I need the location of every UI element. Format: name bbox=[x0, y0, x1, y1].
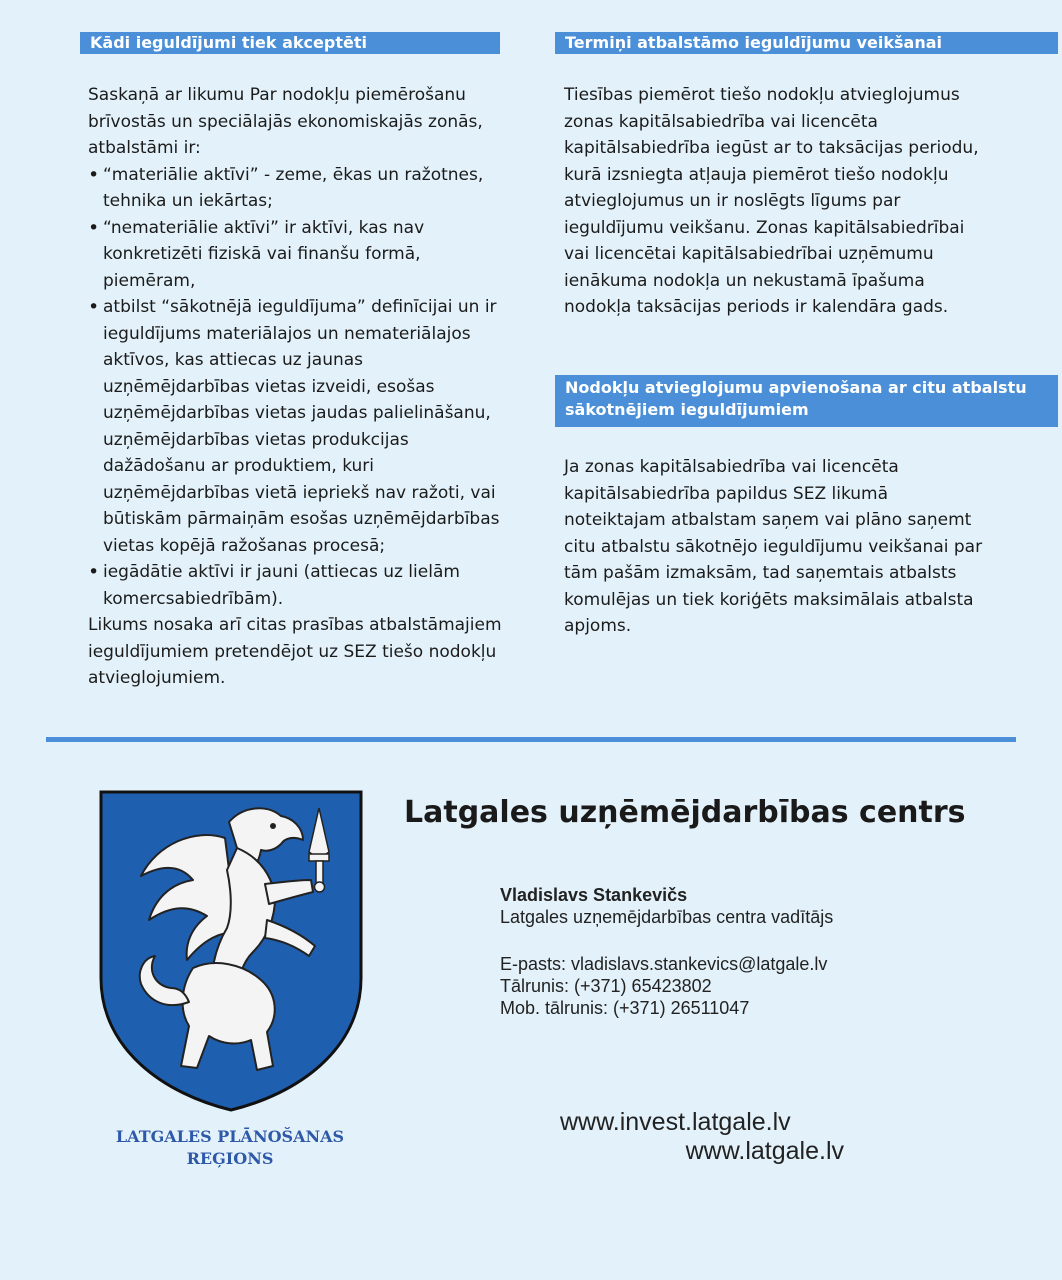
web-links bbox=[560, 1108, 844, 1166]
contact-name: Vladislavs Stankevičs bbox=[500, 885, 688, 905]
list-item: • “nemateriālie aktīvi” ir aktīvi, kas nav konkretizēti fiziskā vai finanšu formā, piemēram, bbox=[88, 215, 508, 295]
region-name-line-1: LATGALES PLĀNOŠANAS bbox=[115, 1127, 345, 1146]
left-intro-text: Saskaņā ar likumu Par nodokļu piemērošanu brīvostās un speciālajās ekonomiskajās zonās, atbalstāmi ir: bbox=[88, 85, 483, 158]
list-item: • “materiālie aktīvi” - zeme, ēkas un ražotnes, tehnika un iekārtas; bbox=[88, 162, 508, 215]
right-section-body: Tiesības piemērot tiešo nodokļu atvieglojumus zonas kapitālsabiedrība vai licencēta kapitālsabiedrība iegūst ar to taksācijas periodu, kurā izsniegta atļauja piemērot tiešo nodokļu atvieglojumus un ir noslēgts līgums par ieguldījumu veikšanu. Zonas kapitālsabiedrībai vai licencētai kapitālsabiedrībai uzņēmumu ienākuma nodokļa un nekustamā īpašuma nodokļa taksācijas periods ir kalendāra gads. bbox=[564, 85, 979, 317]
organization-title: Latgales uzņēmējdarbības centrs bbox=[404, 795, 966, 830]
section-divider bbox=[46, 737, 1016, 742]
region-name bbox=[80, 1126, 380, 1170]
region-name-line-2: REĢIONS bbox=[186, 1149, 274, 1168]
contact-block bbox=[500, 884, 1020, 1019]
contact-mobile: Mob. tālrunis: (+371) 26511047 bbox=[500, 998, 750, 1018]
right-section-heading: Termiņi atbalstāmo ieguldījumu veikšanai bbox=[555, 32, 1058, 54]
contact-email[interactable]: E-pasts: vladislavs.stankevics@latgale.lv bbox=[500, 954, 828, 974]
list-item: • atbilst “sākotnējā ieguldījuma” definīcijai un ir ieguldījums materiālajos un nemateriālajos aktīvos, kas attiecas uz jaunas uzņēmējdarbības vietas izveidi, esošas uzņēmējdarbības vietas jaudas palielināšanu, uzņēmējdarbības vietas produkcijas dažādošanu ar produktiem, kuri uzņēmējdarbības vietā iepriekš nav ražoti, vai būtiskām pārmaiņām esošas uzņēmējdarbības vietas kopējā ražošanas procesā; bbox=[88, 294, 508, 559]
left-outro-text: Likums nosaka arī citas prasības atbalstāmajiem ieguldījumiem pretendējot uz SEZ tiešo nodokļu atvieglojumiem. bbox=[88, 615, 502, 688]
right-section-body-2: Ja zonas kapitālsabiedrība vai licencēta kapitālsabiedrība papildus SEZ likumā noteiktajam atbalstam saņem vai plāno saņemt citu atbalstu sākotnējo ieguldījumu veikšanai par tām pašām izmaksām, tad saņemtais atbalsts komulējas un tiek koriģēts maksimālais atbalsta apjoms. bbox=[564, 457, 983, 636]
website-link-invest[interactable]: www.invest.latgale.lv bbox=[560, 1108, 791, 1136]
right-section-heading-2: Nodokļu atvieglojumu apvienošana ar citu atbalstu sākotnējiem ieguldījumiem bbox=[555, 375, 1058, 427]
left-section-heading: Kādi ieguldījumi tiek akceptēti bbox=[80, 32, 500, 54]
list-item: • iegādātie aktīvi ir jauni (attiecas uz lielām komercsabiedrībām). bbox=[88, 559, 508, 612]
contact-phone: Tālrunis: (+371) 65423802 bbox=[500, 976, 712, 996]
griffin-coat-of-arms-icon bbox=[97, 788, 365, 1113]
website-link-main[interactable]: www.latgale.lv bbox=[685, 1137, 844, 1165]
contact-role: Latgales uzņemējdarbības centra vadītājs bbox=[500, 907, 834, 927]
left-section-body bbox=[88, 82, 508, 692]
eligible-investments-list bbox=[88, 162, 508, 613]
